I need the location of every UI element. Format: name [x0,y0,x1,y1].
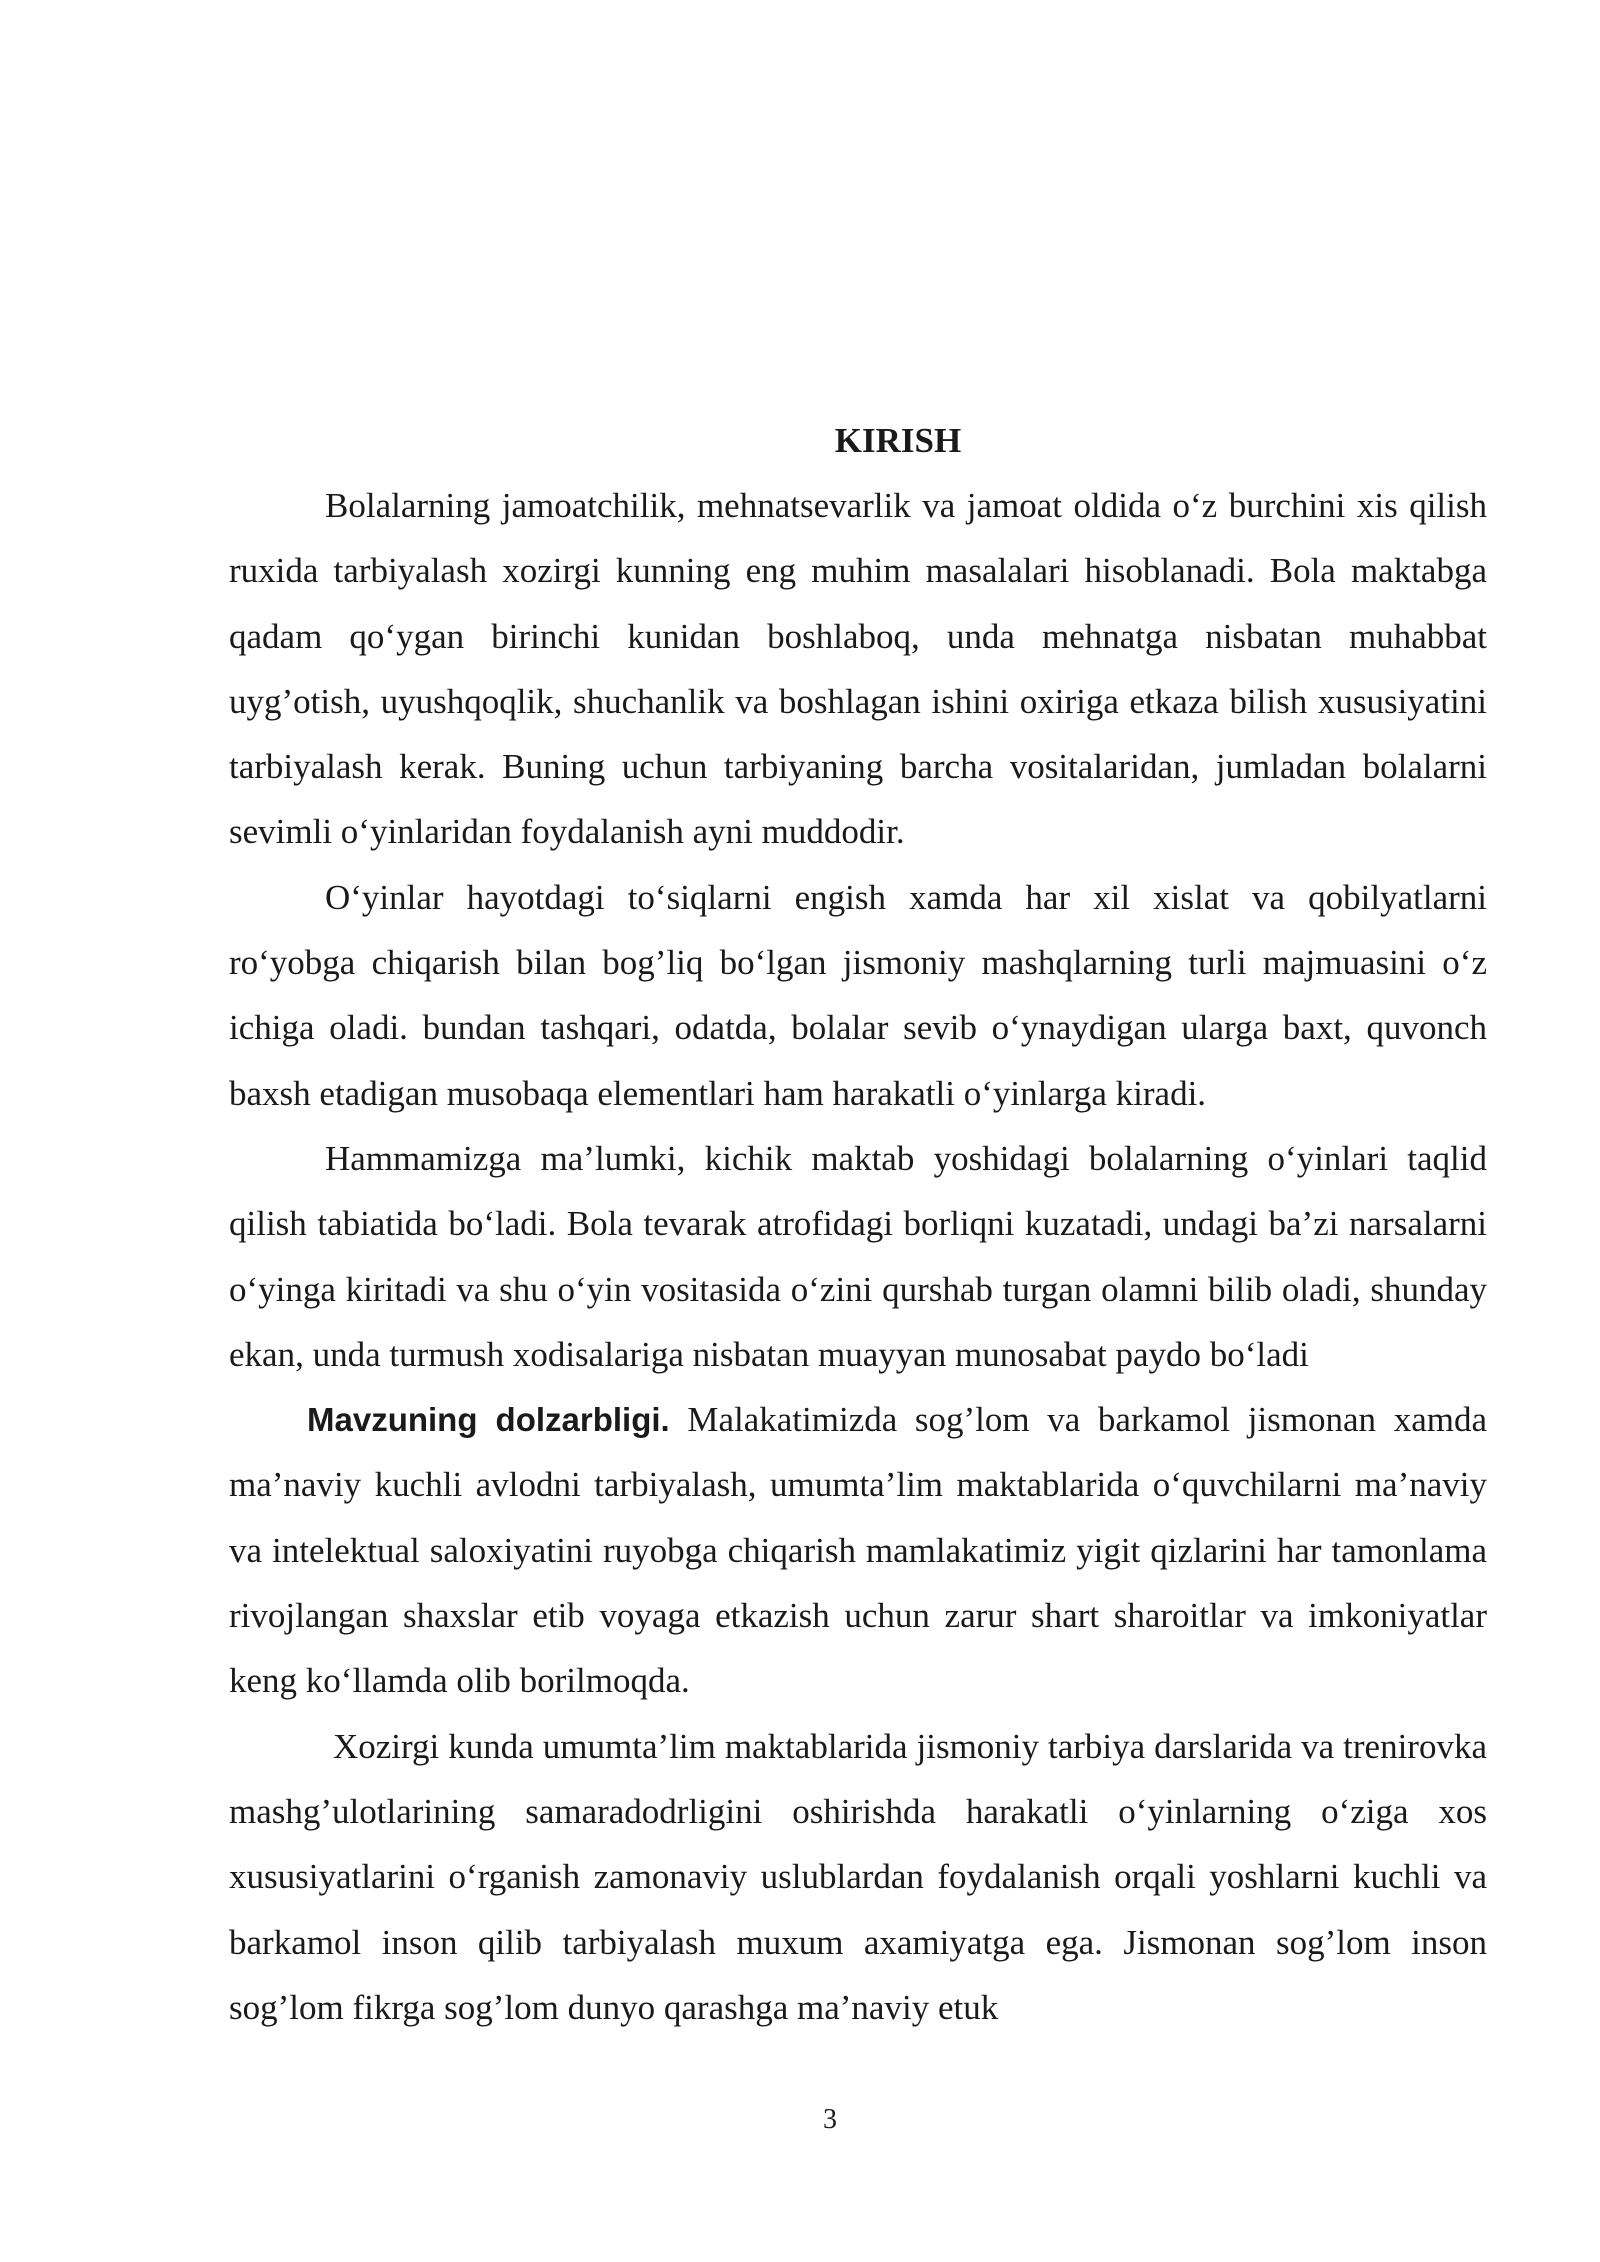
section-title: KIRISH [834,421,962,460]
paragraph-2-text: O‘yinlar hayotdagi to‘siqlarni engish xamda har xil xislat va qobilyatlarni ro‘yobga chiqarish bilan bog’liq bo‘lgan jismoniy mashqlarning turli majmuasini o‘z ichiga oladi. bundan tashqari, odatda, bolalar sevib o‘ynaydigan ularga baxt, quvonch baxsh etadigan musobaqa elementlari ham harakatli o‘yinlarga kiradi. [229,877,1487,1113]
paragraph-4-text: Malakatimizda sog’lom va barkamol jismonan xamda ma’naviy kuchli avlodni tarbiyalash, umumta’lim maktablarida o‘quvchilarni ma’naviy va intelektual saloxiyatini ruyobga chiqarish mamlakatimiz yigit qizlarini har tamonlama rivojlangan shaxslar etib voyaga etkazish uchun zarur shart sharoitlar va imkoniyatlar keng ko‘llamda olib borilmoqda. [229,1400,1487,1701]
paragraph-1-text: Bolalarning jamoatchilik, mehnatsevarlik va jamoat oldida o‘z burchini xis qilish ruxida tarbiyalash xozirgi kunning eng muhim masalalari hisoblanadi. Bola maktabga qadam qo‘ygan birinchi kunidan boshlaboq, unda mehnatga nisbatan muhabbat uyg’otish, uyushqoqlik, shuchanlik va boshlagan ishini oxiriga etkaza bilish xususiyatini tarbiyalash kerak. Buning uchun tarbiyaning barcha vositalaridan, jumladan bolalarni sevimli o‘yinlaridan foydalanish ayni muddodir. [229,486,1487,852]
paragraph-5 [229,1714,1487,2040]
paragraph-3-text: Hammamizga ma’lumki, kichik maktab yoshidagi bolalarning o‘yinlari taqlid qilish tabiatida bo‘ladi. Bola tevarak atrofidagi borliqni kuzatadi, undagi ba’zi narsalarni o‘yinga kiritadi va shu o‘yin vositasida o‘zini qurshab turgan olamni bilib oladi, shunday ekan, unda turmush xodisalariga nisbatan muayyan munosabat paydo bo‘ladi [229,1138,1487,1374]
document-body [229,408,1487,2040]
paragraph-5-text: Xozirgi kunda umumta’lim maktablarida jismoniy tarbiya darslarida va trenirovka mashg’ulotlarining samaradodrligini oshirishda harakatli o‘yinlarning o‘ziga xos xususiyatlarini o‘rganish zamonaviy uslublardan foydalanish orqali yoshlarni kuchli va barkamol inson qilib tarbiyalash muxum axamiyatga ega. Jismonan sog’lom inson sog’lom fikrga sog’lom dunyo qarashga ma’naviy etuk [229,1726,1487,2027]
paragraph-3 [229,1126,1487,1387]
page-number: 3 [823,2104,837,2135]
paragraph-1 [229,473,1487,865]
paragraph-4 [229,1387,1487,1713]
paragraph-2 [229,865,1487,1126]
paragraph-4-lead: Mavzuning dolzarbligi. [307,1401,670,1439]
